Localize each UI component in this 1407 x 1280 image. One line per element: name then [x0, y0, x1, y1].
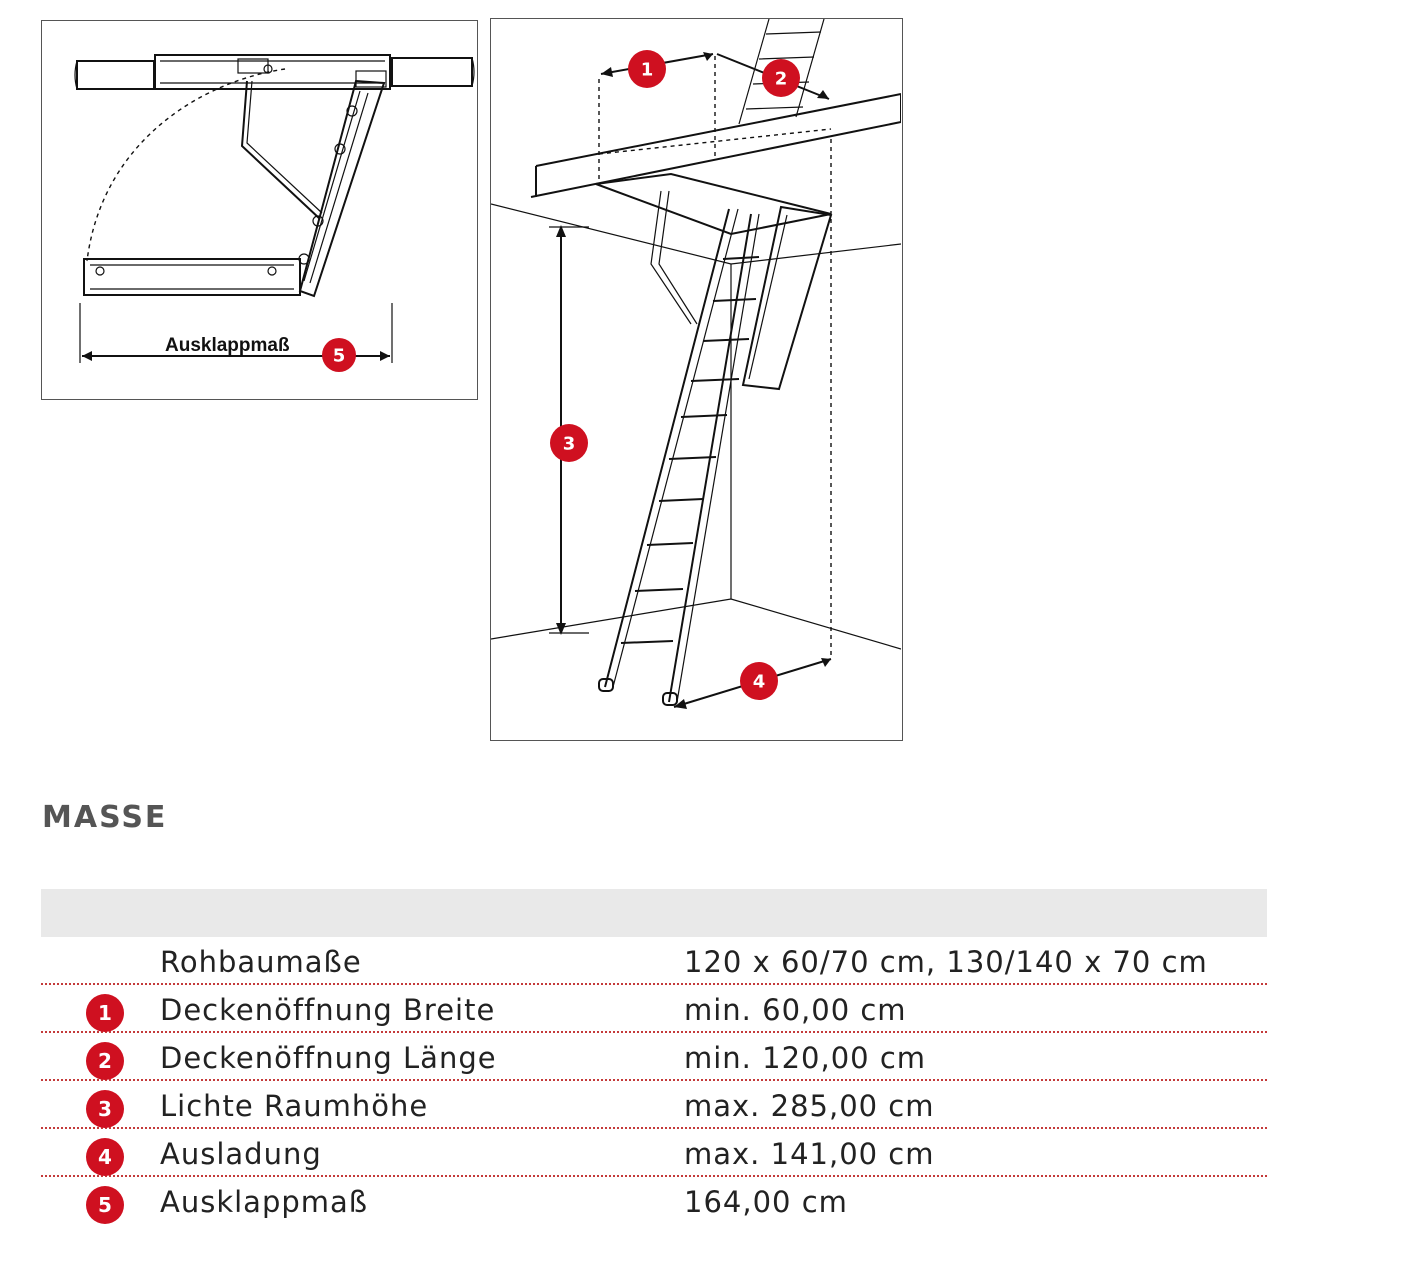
row-badge: 3	[86, 1090, 124, 1128]
row-label: Lichte Raumhöhe	[160, 1089, 429, 1123]
row-value: 120 x 60/70 cm, 130/140 x 70 cm	[684, 945, 1208, 979]
table-row	[41, 985, 1267, 1033]
table-row	[41, 1177, 1267, 1225]
svg-text:2: 2	[774, 68, 788, 90]
ladder-drawing	[491, 19, 901, 739]
row-value: max. 141,00 cm	[684, 1137, 935, 1171]
svg-text:5: 5	[332, 345, 346, 367]
badge-1	[628, 50, 666, 88]
row-value: min. 60,00 cm	[684, 993, 907, 1027]
hatch-lid	[743, 207, 831, 389]
row-badge: 4	[86, 1138, 124, 1176]
spec-table	[41, 889, 1267, 1225]
ladder-diagram	[490, 18, 903, 741]
table-row	[41, 1129, 1267, 1177]
folded-lid	[300, 81, 384, 296]
ceiling-slab	[531, 94, 901, 197]
table-header-bar	[41, 889, 1267, 937]
row-label: Ausladung	[160, 1137, 322, 1171]
table-row	[41, 1033, 1267, 1081]
fold-diagram	[41, 20, 478, 400]
ceiling-beam-left	[77, 61, 154, 89]
row-value: min. 120,00 cm	[684, 1041, 927, 1075]
svg-text:3: 3	[562, 433, 576, 455]
ladder-rails	[605, 209, 751, 702]
ceiling-opening	[596, 174, 831, 234]
ceiling-line	[491, 204, 901, 264]
ceiling-beam-right	[392, 58, 472, 86]
floor-line	[491, 599, 901, 649]
row-badge: 5	[86, 1186, 124, 1224]
row-label: Deckenöffnung Breite	[160, 993, 496, 1027]
row-label: Deckenöffnung Länge	[160, 1041, 497, 1075]
row-badge: 1	[86, 994, 124, 1032]
section-title: MASSE	[42, 800, 168, 835]
row-label: Rohbaumaße	[160, 945, 362, 979]
row-value: 164,00 cm	[684, 1185, 848, 1219]
table-row	[41, 937, 1267, 985]
row-label: Ausklappmaß	[160, 1185, 369, 1219]
badge-3	[550, 424, 588, 462]
table-row	[41, 1081, 1267, 1129]
badge-5	[322, 338, 356, 372]
row-value: max. 285,00 cm	[684, 1089, 935, 1123]
swing-arc	[87, 69, 285, 261]
badge-4	[740, 662, 778, 700]
svg-text:1: 1	[640, 59, 654, 81]
fold-drawing	[42, 21, 476, 398]
svg-text:4: 4	[752, 671, 766, 693]
ladder-rungs	[621, 257, 759, 643]
spec-rows	[41, 937, 1267, 1225]
fold-label: Ausklappmaß	[165, 335, 290, 356]
badge-2	[762, 59, 800, 97]
row-badge: 2	[86, 1042, 124, 1080]
